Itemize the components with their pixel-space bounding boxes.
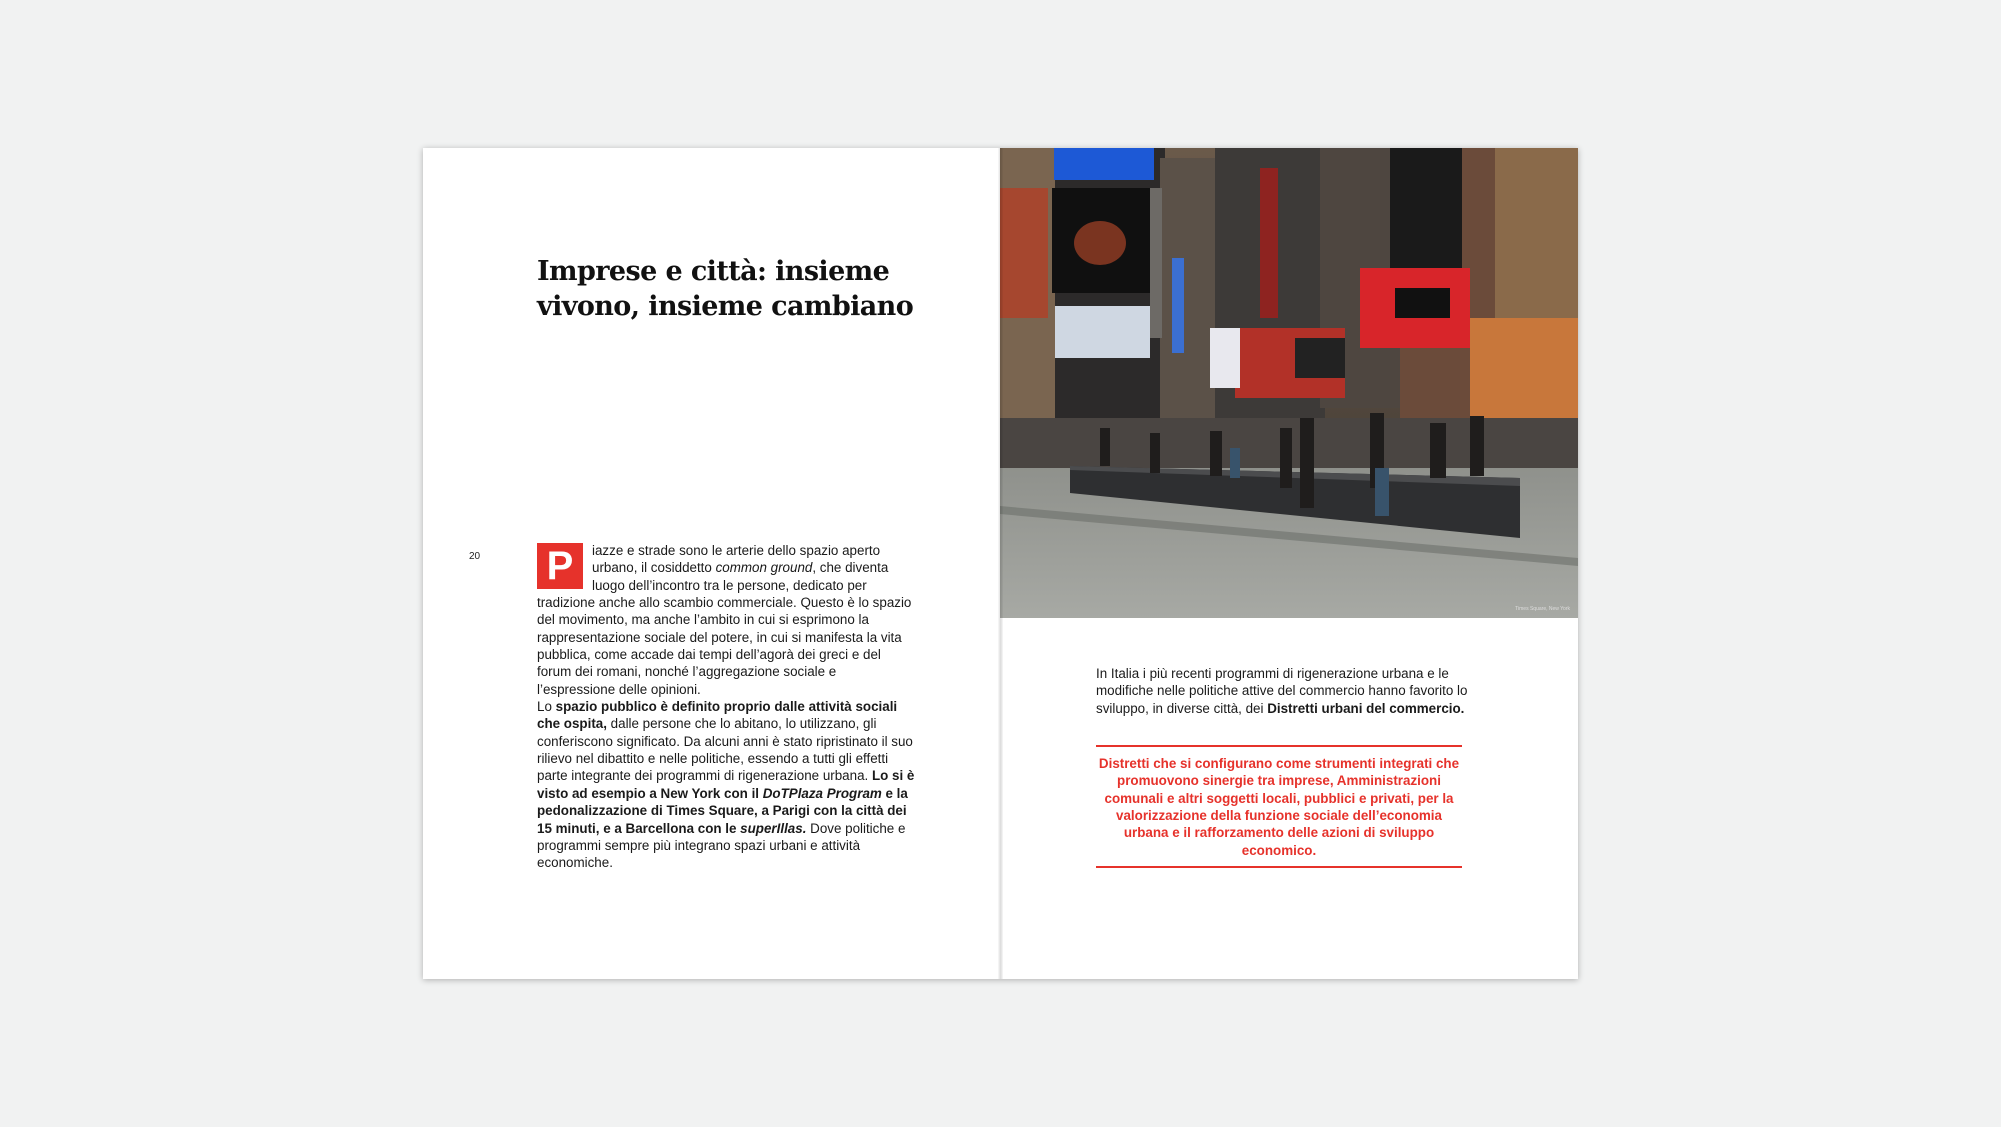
p1-text: iazze e strade sono le arterie dello spazio aperto urbano, il cosiddetto (592, 543, 881, 576)
p2-bolditalic-g: superIllas. (740, 820, 807, 836)
pull-quote-text (1096, 755, 1462, 859)
quote-text-b: sinergie tra imprese, Amministrazioni comunali e altri soggetti locali, pubblici e privati, (1104, 773, 1441, 806)
dropcap: P (537, 543, 583, 589)
p1-rest: , che diventa luogo dell’incontro tra le persone, dedicato per tradizione anche allo scambio commerciale. Questo è lo spazio del movimento, ma anche l’ambito in cui si esprimono la rappresentazione sociale del potere, in cui si manifesta la vita pubblica, come accade dai tempi dell’agorà dei greci e del forum dei romani, nonché l’aggregazione sociale e l’espressione delle opinioni. (537, 560, 912, 697)
p2-bolditalic-e: DoTPlaza Program (762, 785, 882, 801)
quote-text-c: per la valorizzazione della funzione sociale dell’economia urbana e il rafforzamento delle azioni di sviluppo economico. (1116, 790, 1454, 858)
title-line-2: vivono, insieme cambiano (537, 291, 914, 322)
paragraph-2 (537, 698, 917, 871)
p2-text-a: Lo (537, 699, 556, 715)
p2-bold-b: spazio pubblico è definito proprio dalle attività sociali che ospita, (537, 699, 898, 732)
quote-text-a: Distretti che si configurano come strumenti integrati che promuovono (1098, 756, 1460, 789)
intro-bold: Distretti urbani del commercio. (1267, 700, 1465, 716)
gutter-shadow (998, 148, 1003, 979)
body-text (537, 542, 917, 872)
photo-credit: Times Square, New York (1515, 606, 1570, 612)
intro-paragraph (1096, 665, 1476, 717)
times-square-photo (1000, 148, 1578, 618)
page-number: 20 (469, 551, 481, 562)
p1-emphasis: common ground (715, 560, 813, 576)
page-title (537, 254, 957, 324)
p2-text-c: dalle persone che lo abitano, lo utilizzano, gli conferiscono significato. Da alcuni anni è stato ripristinato il suo rilievo nel dibattito e nelle politiche, essendo a tutti gli effetti parte integrante dei programmi di rigenerazione urbana. (537, 716, 913, 784)
title-line-1: Imprese e città: insieme (537, 256, 890, 287)
intro-text: In Italia i più recenti programmi di rigenerazione urbana e le modifiche nelle politiche attive del commercio hanno favorito lo sviluppo, in diverse città, dei (1096, 666, 1468, 716)
p2-bold-f: e la pedonalizzazione di Times Square, a Parigi con la città dei 15 minuti, e a Barcellona con le (537, 785, 908, 836)
left-page (423, 148, 1000, 979)
paragraph-1 (537, 542, 917, 698)
p2-text-h: Dove politiche e programmi sempre più integrano spazi urbani e attività economiche. (537, 820, 906, 871)
pull-quote (1096, 745, 1462, 868)
right-page (1000, 148, 1578, 979)
p2-bold-d: Lo si è visto ad esempio a New York con il (537, 768, 915, 801)
magazine-spread (423, 148, 1578, 979)
